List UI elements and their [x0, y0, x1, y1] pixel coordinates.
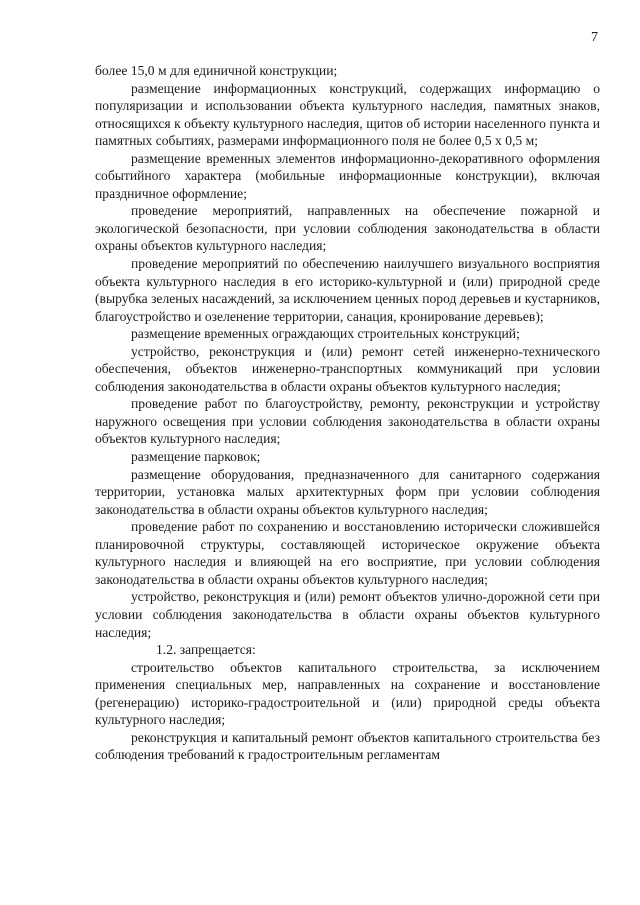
paragraph: проведение мероприятий по обеспечению наилучшего визуального восприятия объекта культурного наследия в его историко-культурной и (или) природной среде (вырубка зеленых насаждений, за исключением ценных пород деревьев и кустарников, благоустройство и озеленение территории, санация, кронирование деревьев); — [95, 256, 600, 324]
paragraph: размещение парковок; — [131, 449, 261, 465]
paragraph: устройство, реконструкция и (или) ремонт сетей инженерно-технического обеспечения, объектов инженерно-транспортных коммуникаций при условии соблюдения законодательства в области охраны объектов культурного наследия; — [95, 343, 600, 394]
section-heading: 1.2. запрещается: — [156, 642, 256, 658]
paragraph: устройство, реконструкция и (или) ремонт объектов улично-дорожной сети при условии соблюдения законодательства в области охраны объектов культурного наследия; — [95, 589, 600, 640]
page-number: 7 — [591, 30, 598, 45]
paragraph: проведение мероприятий, направленных на обеспечение пожарной и экологической безопасности, при условии соблюдения законодательства в области охраны объектов культурного наследия; — [95, 203, 600, 254]
paragraph: размещение временных ограждающих строительных конструкций; — [131, 326, 520, 342]
document-body — [95, 62, 600, 764]
paragraph: строительство объектов капитального строительства, за исключением применения специальных мер, направленных на сохранение и восстановление (регенерацию) историко-градостроительной и (или) природной среды объекта культурного наследия; — [95, 659, 600, 728]
paragraph: размещение информационных конструкций, содержащих информацию о популяризации и использовании объекта культурного наследия, памятных знаков, относящихся к объекту культурного наследия, щитов об истории населенного пункта и памятных событиях, размерами информационного поля не более 0,5 х 0,5 м; — [95, 80, 600, 149]
paragraph: более 15,0 м для единичной конструкции; — [95, 63, 338, 78]
paragraph: размещение временных элементов информационно-декоративного оформления событийного характера (мобильные информационные конструкции), включая праздничное оформление; — [95, 150, 600, 201]
paragraph: проведение работ по сохранению и восстановлению исторически сложившейся планировочной структуры, составляющей историческое окружение объекта культурного наследия и влияющей на его восприятие, при условии соблюдения законодательства в области охраны объектов культурного наследия; — [95, 519, 600, 587]
paragraph: проведение работ по благоустройству, ремонту, реконструкции и устройству наружного освещения при условии соблюдения законодательства в области охраны объектов культурного наследия; — [95, 396, 600, 447]
paragraph: реконструкция и капитальный ремонт объектов капитального строительства без соблюдения требований к градостроительным регламентам — [95, 729, 600, 763]
paragraph: размещение оборудования, предназначенного для санитарного содержания территории, установка малых архитектурных форм при условии соблюдения законодательства в области охраны объектов культурного наследия; — [95, 466, 600, 517]
